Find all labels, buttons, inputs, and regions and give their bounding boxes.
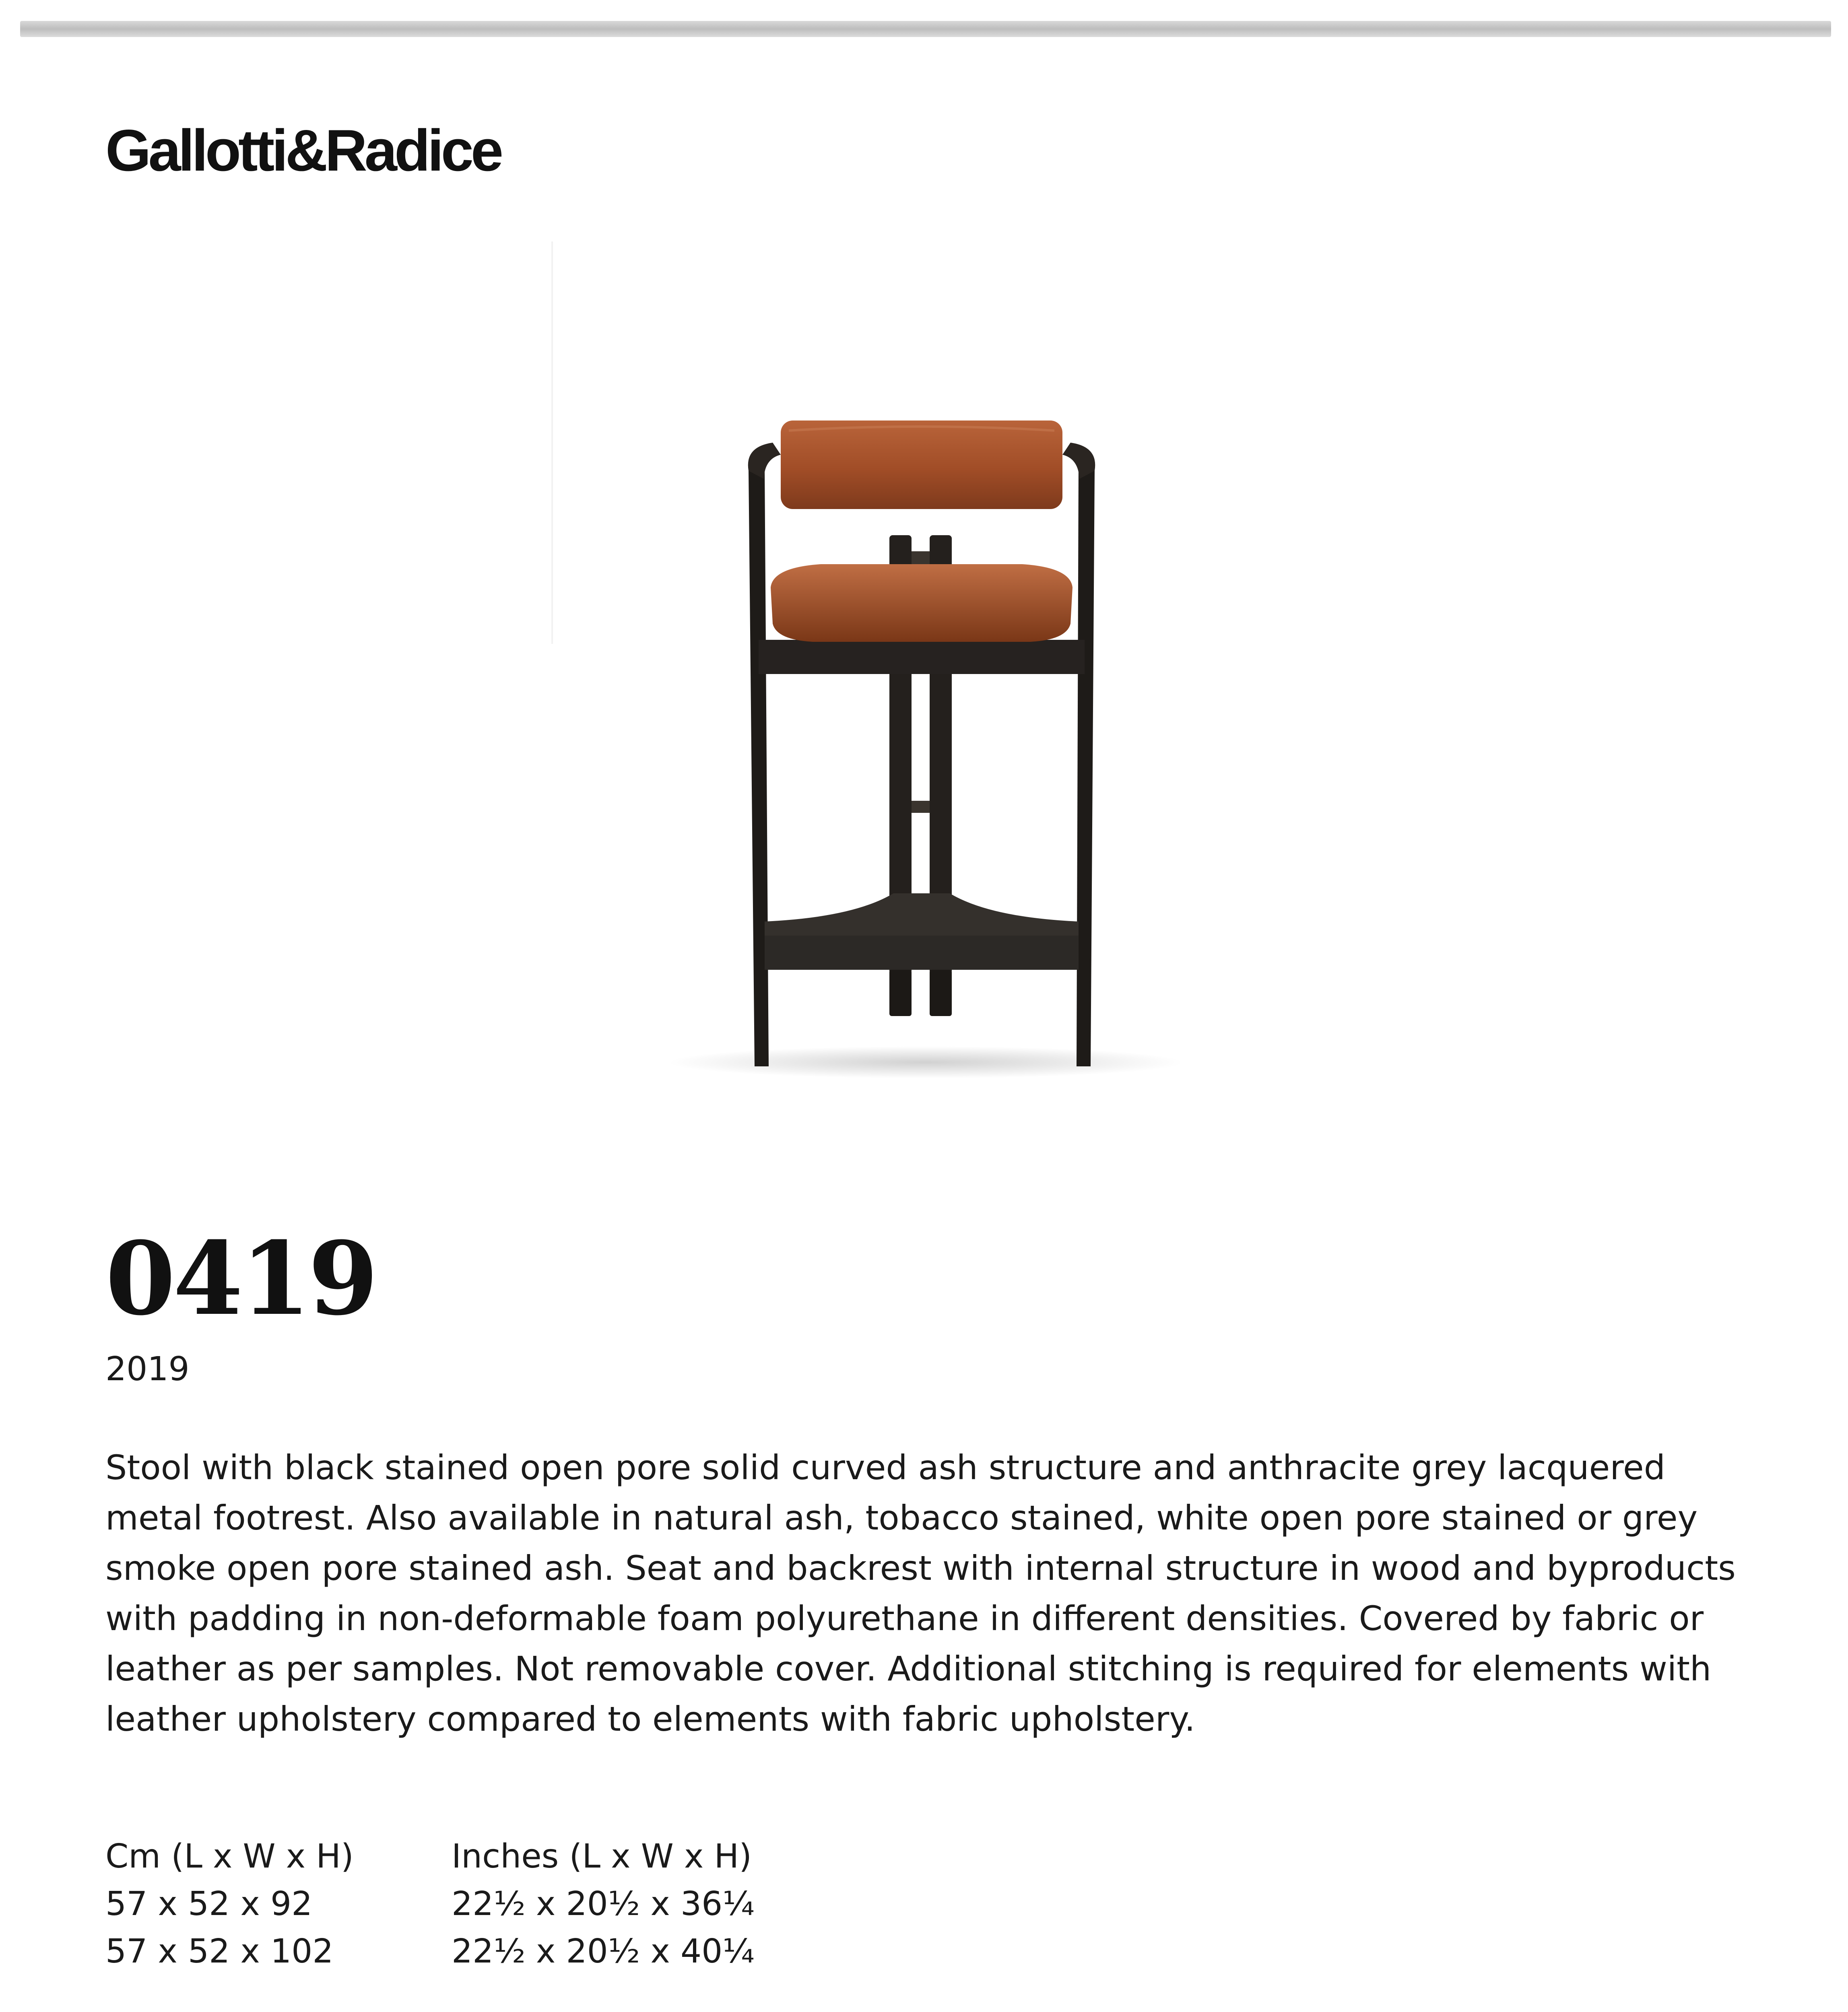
product-image [612,398,1235,1091]
brand-logo: Gallotti&Radice [105,118,501,183]
divider-line [551,241,553,644]
cm-value: 57 x 52 x 92 [105,1885,313,1923]
cm-value: 57 x 52 x 102 [105,1932,334,1971]
top-bar [20,21,1831,37]
inch-value: 22½ x 20½ x 36¼ [452,1885,755,1923]
product-description: Stool with black stained open pore solid curved ash structure and anthracite grey lacquered metal footrest. Also available in natural ash, tobacco stained, white open pore stained or grey smoke open pore stained ash. Seat and backrest with internal structure in wood and byproducts with padding in non-deformable foam polyurethane in different densities. Covered by fabric or leather as per samples. Not removable cover. Additional stitching is required for elements with leather upholstery compared to elements with fabric upholstery. [105,1448,1736,1739]
inch-value: 22½ x 20½ x 40¼ [452,1932,755,1971]
product-code: 0419 [105,1219,376,1338]
inch-column [452,1833,755,1975]
cm-header: Cm (L x W x H) [105,1837,354,1876]
cm-column [105,1833,354,1975]
inch-header: Inches (L x W x H) [452,1837,752,1876]
product-year: 2019 [105,1350,190,1388]
